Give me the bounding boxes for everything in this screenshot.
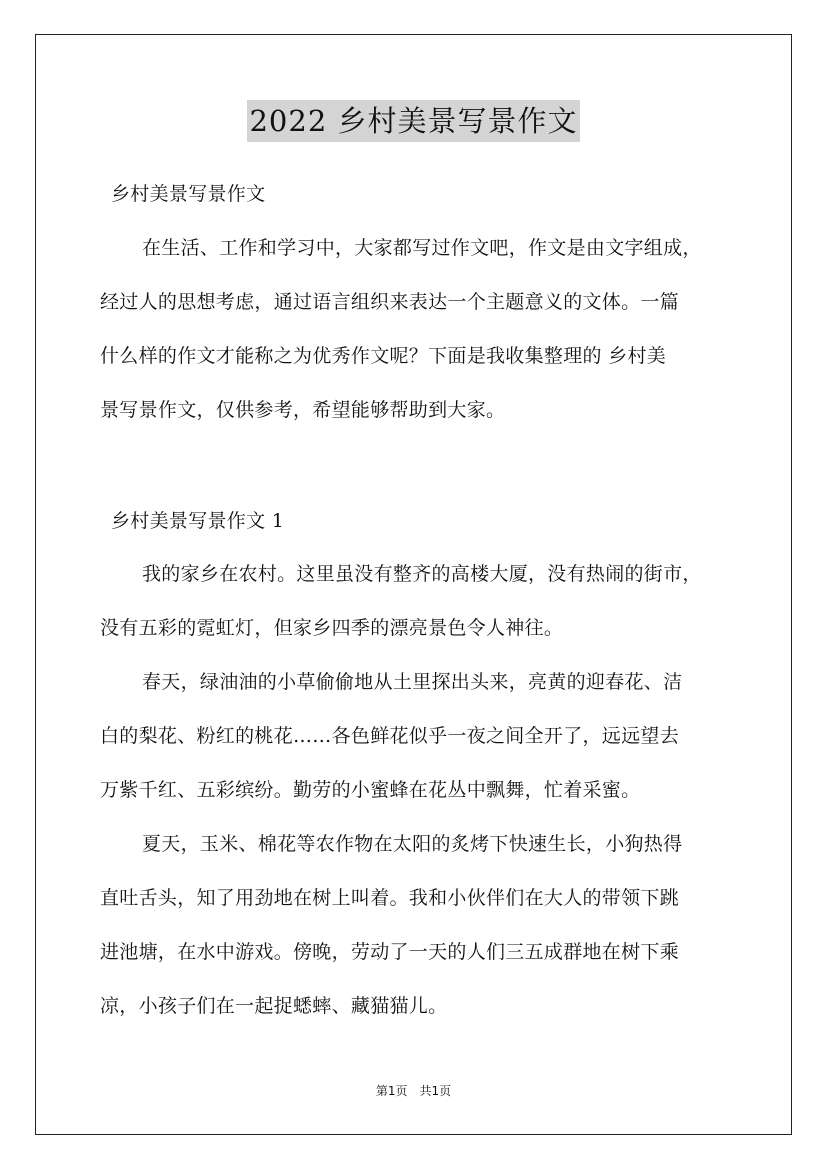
intro-line: 经过人的思想考虑，通过语言组织来表达一个主题意义的文体。一篇	[100, 291, 680, 313]
page-number: 第1页 共1页	[375, 1084, 452, 1098]
intro-line: 景写景作文，仅供参考，希望能够帮助到大家。	[100, 399, 506, 421]
document-title: 2022 乡村美景写景作文	[247, 100, 579, 142]
paragraph-line: 我的家乡在农村。这里虽没有整齐的高楼大厦，没有热闹的街市，	[142, 563, 702, 585]
paragraph-line: 凉，小孩子们在一起捉蟋蟀、藏猫猫儿。	[100, 995, 448, 1017]
intro-line: 在生活、工作和学习中，大家都写过作文吧，作文是由文字组成，	[142, 237, 702, 259]
paragraph-line: 白的梨花、粉红的桃花……各色鲜花似乎一夜之间全开了，远远望去	[100, 725, 680, 747]
paragraph-line: 进池塘，在水中游戏。傍晚，劳动了一天的人们三五成群地在树下乘	[100, 941, 680, 963]
paragraph-line: 夏天，玉米、棉花等农作物在太阳的炙烤下快速生长，小狗热得	[142, 833, 683, 855]
paragraph-line: 万紫千红、五彩缤纷。勤劳的小蜜蜂在花丛中飘舞，忙着采蜜。	[100, 779, 641, 801]
subtitle: 乡村美景写景作文	[111, 183, 266, 205]
paragraph-line: 春天，绿油油的小草偷偷地从土里探出头来，亮黄的迎春花、洁	[142, 671, 683, 693]
paragraph-line: 没有五彩的霓虹灯，但家乡四季的漂亮景色令人神往。	[100, 617, 564, 639]
paragraph-line: 直吐舌头，知了用劲地在树上叫着。我和小伙伴们在大人的带领下跳	[100, 887, 680, 909]
section-heading: 乡村美景写景作文 1	[111, 510, 285, 532]
intro-line: 什么样的作文才能称之为优秀作文呢？下面是我收集整理的 乡村美	[100, 345, 667, 367]
title-container	[0, 100, 827, 142]
